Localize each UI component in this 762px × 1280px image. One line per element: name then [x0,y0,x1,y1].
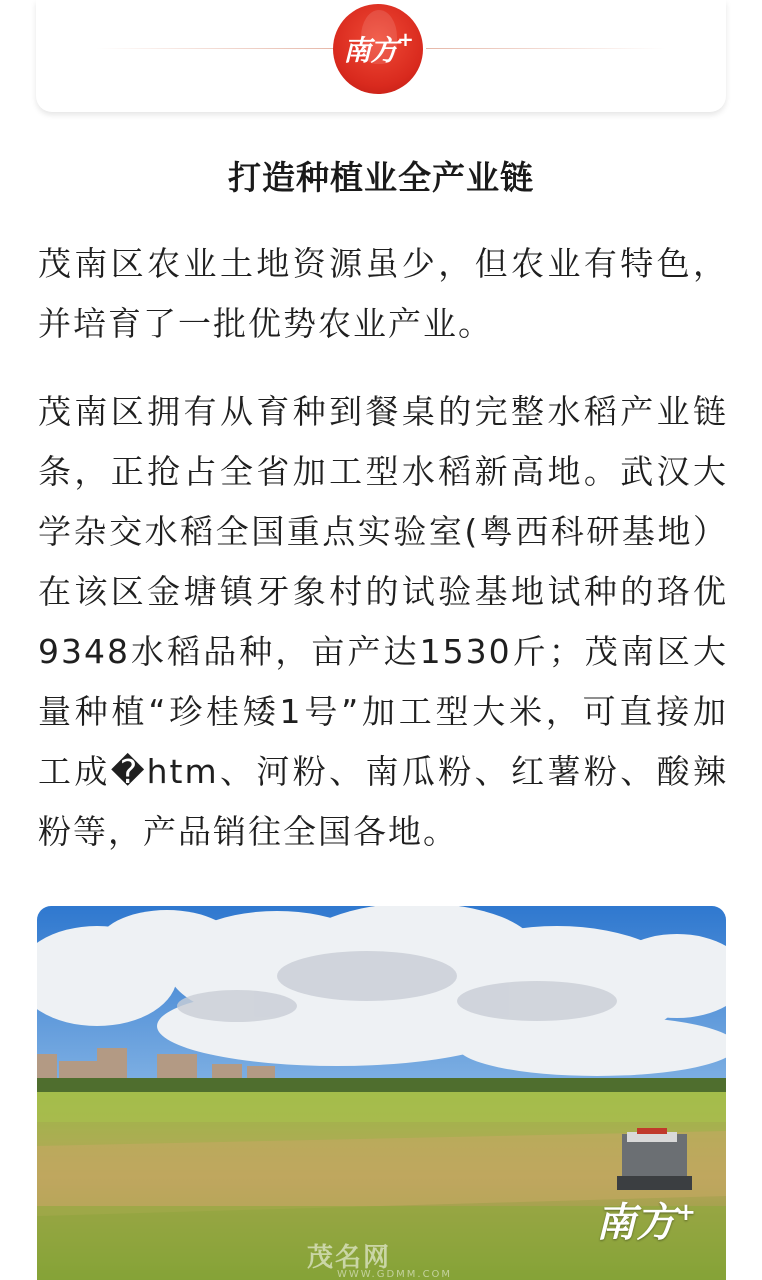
nanfang-plus-logo[interactable] [333,4,423,94]
site-url-watermark: WWW.GDMM.COM [337,1269,453,1280]
flame-icon [361,10,397,64]
article-paragraph-1: 茂南区农业土地资源虽少，但农业有特色，并培育了一批优势农业产业。 [38,244,728,343]
section-title: 打造种植业全产业链 [228,158,534,197]
header-divider-right [426,48,666,49]
header-banner [36,0,726,112]
article-paragraph-2: 茂南区拥有从育种到餐桌的完整水稻产业链条，正抢占全省加工型水稻新高地。武汉大学杂交水稻全国重点实验室(粤西科研基地）在该区金塘镇牙象村的试验基地试种的珞优9348水稻品种，亩产达1530斤；茂南区大量种植“珍桂矮1号”加工型大米，可直接加工成�htm、河粉、南瓜粉、红薯粉、酸辣粉等，产品销往全国各地。 [38,392,728,851]
header-divider-left [96,48,336,49]
nanfang-watermark: 南方+ [595,1197,696,1246]
logo-plus: + [397,27,413,51]
site-watermark: 茂名网 [307,1243,392,1273]
logo-text: 南方 [343,34,398,67]
rice-field-photo[interactable] [37,906,726,1280]
